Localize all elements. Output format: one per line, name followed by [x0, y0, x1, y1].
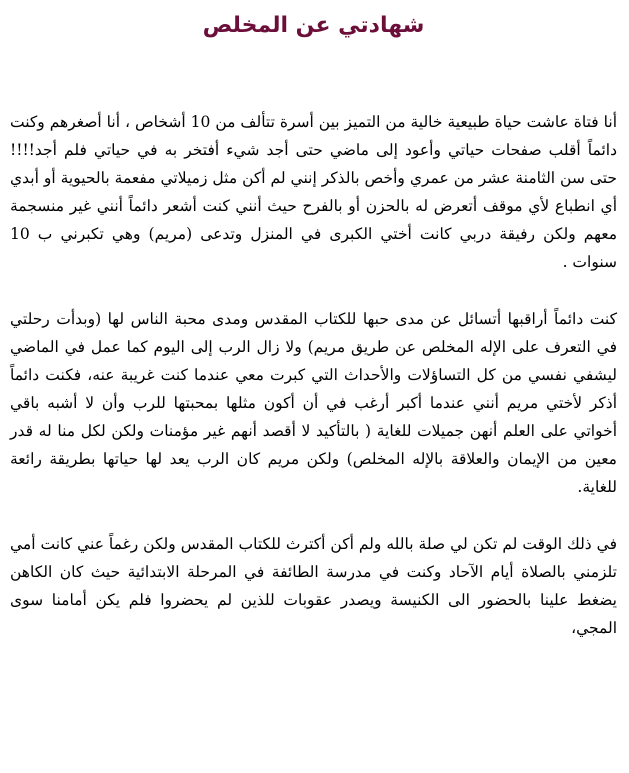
document-title: شهادتي عن المخلص [202, 13, 425, 38]
paragraph-2: كنت دائماً أراقبها أتسائل عن مدى حبها للكتاب المقدس ومدى محبة الناس لها (وبدأت رحلتي في التعرف على الإله المخلص عن طريق مريم) ولا زال الرب إلى اليوم كما عمل في الماضي ليشفي نفسي من كل التساؤلات والأحداث التي كبرت معي عندما كنت غريبة عنه، فكنت دائماً أذكر لأختي مريم أنني عندما أكبر أرغب في أن أكون مثلها بمحبتها للرب وأن لا أشبه باقي أخواتي على العلم أنهن جميلات للغاية ( بالتأكيد لا أقصد أنهم غير مؤمنات ولكن لكل منا له قدر معين من الإيمان والعلاقة بالإله المخلص) ولكن مريم كان الرب يعد لها حياتها بطريقة رائعة للغاية. [10, 310, 617, 496]
paragraph-3: في ذلك الوقت لم تكن لي صلة بالله ولم أكن أكترث للكتاب المقدس ولكن رغماً عني كانت أمي تلزمني بالصلاة أيام الآحاد وكنت في مدرسة الطائفة في المرحلة الابتدائية حيث كان الكاهن يضغط علينا بالحضور الى الكنيسة ويصدر عقوبات للذين لم يحضروا فلم يكن أمامنا سوى المجي، [10, 535, 617, 637]
paragraph-1: أنا فتاة عاشت حياة طبيعية خالية من التميز بين أسرة تتألف من 10 أشخاص ، أنا أصغرهم وكنت دائماً أقلب صفحات حياتي وأعود إلى ماضي حتى أجد شيء أفتخر به في حياتي فلم أجد!!!! حتى سن الثامنة عشر من عمري وأخص بالذكر إنني لم أكن مثل زميلاتي مفعمة بالحيوية أو أبدي أي انطباع لأي موقف أتعرض له بالحزن أو بالفرح حيث أنني كنت أشعر دائماً أنني غير منسجمة معهم ولكن رفيقة دربي كانت أختي الكبرى في المنزل وتدعى (مريم) وهي تكبرني ب 10 سنوات . [10, 113, 618, 271]
